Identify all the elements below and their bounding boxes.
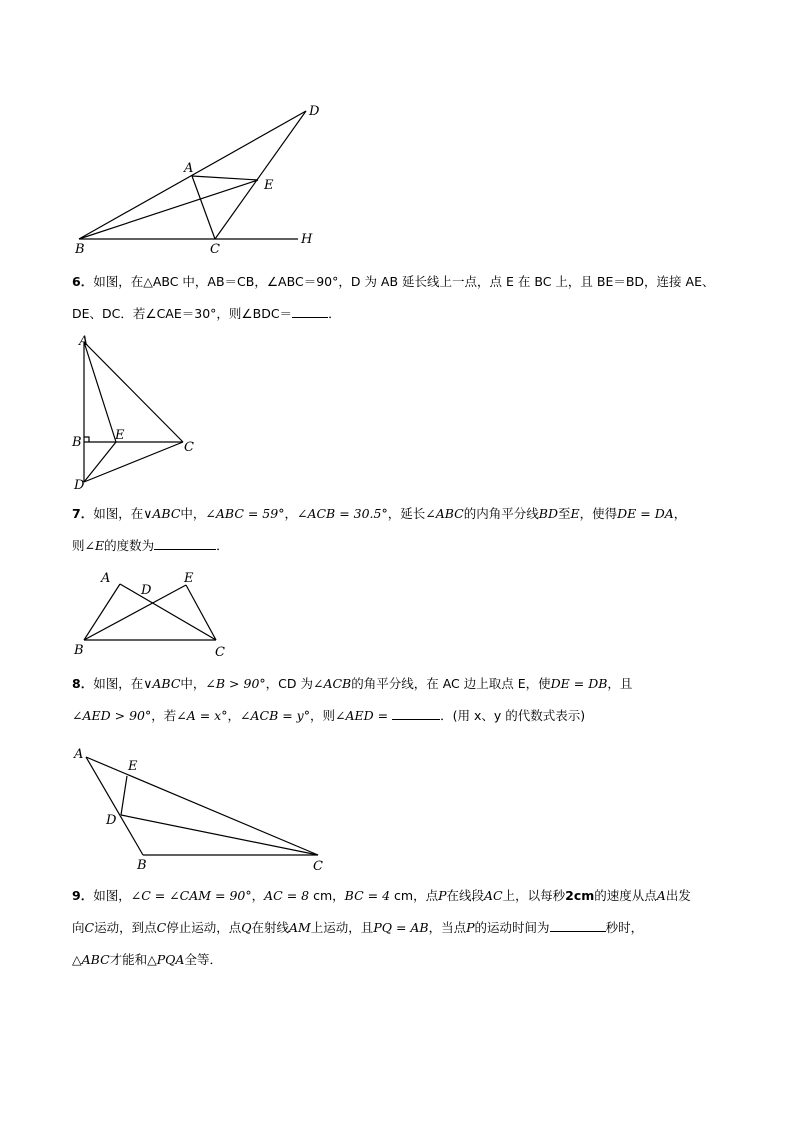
q9-t19: 全等． <box>184 952 222 967</box>
q7-t7: ，使得 <box>579 506 618 521</box>
segment-AC <box>84 342 183 442</box>
q9-t10: 运动，到点 <box>94 920 157 935</box>
q8-answer-blank[interactable] <box>392 705 440 720</box>
q7-t10: 的度数为 <box>104 538 155 553</box>
q6-line-1 <box>72 266 742 298</box>
q9-t1: 如图， <box>93 888 131 903</box>
q9-answer-blank[interactable] <box>550 917 606 932</box>
q7-number: 7． <box>72 506 94 521</box>
q7-line-2 <box>72 530 742 562</box>
point-label-A: A <box>74 747 84 762</box>
q9-t9: 向 <box>72 920 85 935</box>
q9-m14: PQA <box>156 952 185 967</box>
segment-DC <box>84 442 183 482</box>
q7-t8: ， <box>673 506 687 521</box>
q7-t6: 至 <box>557 506 571 521</box>
q8-t4: 的角平分线，在 AC 边上取点 E，使 <box>351 676 551 691</box>
point-label-D: D <box>106 813 117 828</box>
q8-t9: ．(用 x、y 的代数式表示) <box>440 708 586 723</box>
q9-m11: PQ = AB <box>373 920 429 935</box>
figure-q5 <box>0 0 794 260</box>
q9-t7: 的速度从点 <box>594 888 657 903</box>
segment-AE <box>192 176 258 180</box>
q7-t5: 的内角平分线 <box>463 506 539 521</box>
q8-m7: ∠AED = <box>335 708 389 723</box>
q9-m6: A <box>656 888 666 903</box>
q7-t1: 如图，在 <box>93 506 144 521</box>
q7-answer-blank[interactable] <box>154 535 216 550</box>
q9-t15: 的运动时间为 <box>474 920 550 935</box>
q9-line-2 <box>72 912 737 944</box>
q9-t8: 出发 <box>665 888 691 903</box>
q8-m-tri: ∨ABC <box>143 676 181 691</box>
q9-m12: P <box>466 920 475 935</box>
q9-m3: BC = 4 <box>344 888 391 903</box>
q9-u2: cm <box>394 888 414 903</box>
segment-DC <box>215 111 306 239</box>
question-6 <box>72 266 742 330</box>
q9-u1: cm <box>313 888 333 903</box>
q8-t8: ，则 <box>309 708 335 723</box>
q7-m4: BD <box>538 506 558 521</box>
q8-line-2 <box>72 700 742 732</box>
q9-b1: 2cm <box>565 888 595 903</box>
q7-m5: E <box>570 506 580 521</box>
segment-AE <box>84 342 116 442</box>
point-label-E: E <box>115 428 125 443</box>
q7-t11: ． <box>216 538 229 553</box>
q9-line-1 <box>72 880 737 912</box>
q8-m3: DE = DB <box>550 676 608 691</box>
point-label-E: E <box>184 571 194 586</box>
point-label-A: A <box>184 161 194 176</box>
point-label-D: D <box>141 583 152 598</box>
question-8 <box>72 668 742 732</box>
q9-m4: P <box>438 888 447 903</box>
question-7 <box>72 498 742 562</box>
question-9 <box>72 880 737 976</box>
point-label-C: C <box>313 859 323 874</box>
q7-m2: ∠ACB = 30.5° <box>296 506 388 521</box>
q8-m4: ∠AED > 90° <box>72 708 152 723</box>
q8-m5: ∠A = x° <box>176 708 228 723</box>
point-label-A: A <box>79 334 89 349</box>
segment-BA <box>84 584 120 640</box>
q9-m13: ABC <box>81 952 110 967</box>
q9-t16: 秒时， <box>605 920 644 935</box>
q9-t11: 停止运动，点 <box>166 920 242 935</box>
q9-t12: 在射线 <box>251 920 289 935</box>
q6-text-3: ． <box>328 306 341 321</box>
q6-number: 6． <box>72 274 94 289</box>
q9-m10: AM <box>288 920 311 935</box>
q8-t3: ，CD 为 <box>265 676 313 691</box>
q9-m7: C <box>84 920 95 935</box>
q6-line-2 <box>72 298 742 330</box>
q7-m-tri: ∨ABC <box>143 506 181 521</box>
q7-t4: ，延长 <box>387 506 426 521</box>
q9-m2: AC = 8 <box>264 888 310 903</box>
right-angle-mark <box>84 437 89 442</box>
point-label-C: C <box>215 645 225 660</box>
q7-t3: ， <box>284 506 297 521</box>
q9-t2: ， <box>251 888 265 903</box>
point-label-B: B <box>72 435 82 450</box>
q8-t5: ，且 <box>607 676 633 691</box>
q8-t1: 如图，在 <box>93 676 144 691</box>
figure-q8 <box>0 735 360 875</box>
q9-t4: ，点 <box>413 888 439 903</box>
q7-line-1 <box>72 498 742 530</box>
q9-number: 9． <box>72 888 94 903</box>
q9-line-3 <box>72 944 737 976</box>
point-label-D: D <box>309 104 320 119</box>
q9-t5: 在线段 <box>446 888 485 903</box>
q8-t2: 中， <box>180 676 206 691</box>
q7-t9: 则 <box>72 538 85 553</box>
q8-t7: ， <box>227 708 240 723</box>
q9-m1: ∠C = ∠CAM = 90° <box>130 888 252 903</box>
point-label-D: D <box>74 478 85 493</box>
q9-t6: 上，以每秒 <box>502 888 566 903</box>
point-label-H: H <box>301 232 313 247</box>
q7-m1: ∠ABC = 59° <box>205 506 285 521</box>
q8-m6: ∠ACB = y° <box>240 708 310 723</box>
q6-answer-blank[interactable] <box>292 303 328 318</box>
q7-m3: ∠ABC <box>425 506 464 521</box>
q9-m5: AC <box>484 888 503 903</box>
point-label-C: C <box>184 440 194 455</box>
point-label-B: B <box>74 643 84 658</box>
point-label-C: C <box>210 242 220 257</box>
segment-DE <box>121 776 127 815</box>
point-label-B: B <box>137 858 147 873</box>
segment-AC <box>120 584 216 640</box>
figure-q7 <box>0 562 300 662</box>
segment-DC <box>121 815 318 855</box>
q9-t17: △ <box>72 952 82 967</box>
q8-number: 8． <box>72 676 94 691</box>
figure-q6 <box>0 330 300 495</box>
q9-t18: 才能和△ <box>109 952 157 967</box>
point-label-E: E <box>264 178 274 193</box>
segment-AC <box>86 757 318 855</box>
q9-t13: 上运动，且 <box>310 920 374 935</box>
q7-m6: DE = DA <box>617 506 674 521</box>
segment-AC <box>192 176 215 239</box>
point-label-B: B <box>75 242 85 257</box>
point-label-E: E <box>128 759 138 774</box>
q7-t2: 中， <box>180 506 206 521</box>
q9-m9: Q <box>241 920 252 935</box>
point-label-A: A <box>101 571 111 586</box>
q9-t3: ， <box>332 888 345 903</box>
q7-m7: ∠E <box>84 538 105 553</box>
q8-line-1 <box>72 668 742 700</box>
q8-m2: ∠ACB <box>312 676 352 691</box>
q8-m1: ∠B > 90° <box>205 676 266 691</box>
q8-t6: ，若 <box>151 708 177 723</box>
q6-text-1: 如图，在△ABC 中，AB＝CB，∠ABC＝90°，D 为 AB 延长线上一点，点 E 在 BC 上，且 BE＝BD，连接 AE、 <box>93 274 715 289</box>
q9-t14: ，当点 <box>428 920 467 935</box>
q9-m8: C <box>156 920 167 935</box>
q6-text-2: DE、DC．若∠CAE＝30°，则∠BDC＝ <box>72 306 293 321</box>
